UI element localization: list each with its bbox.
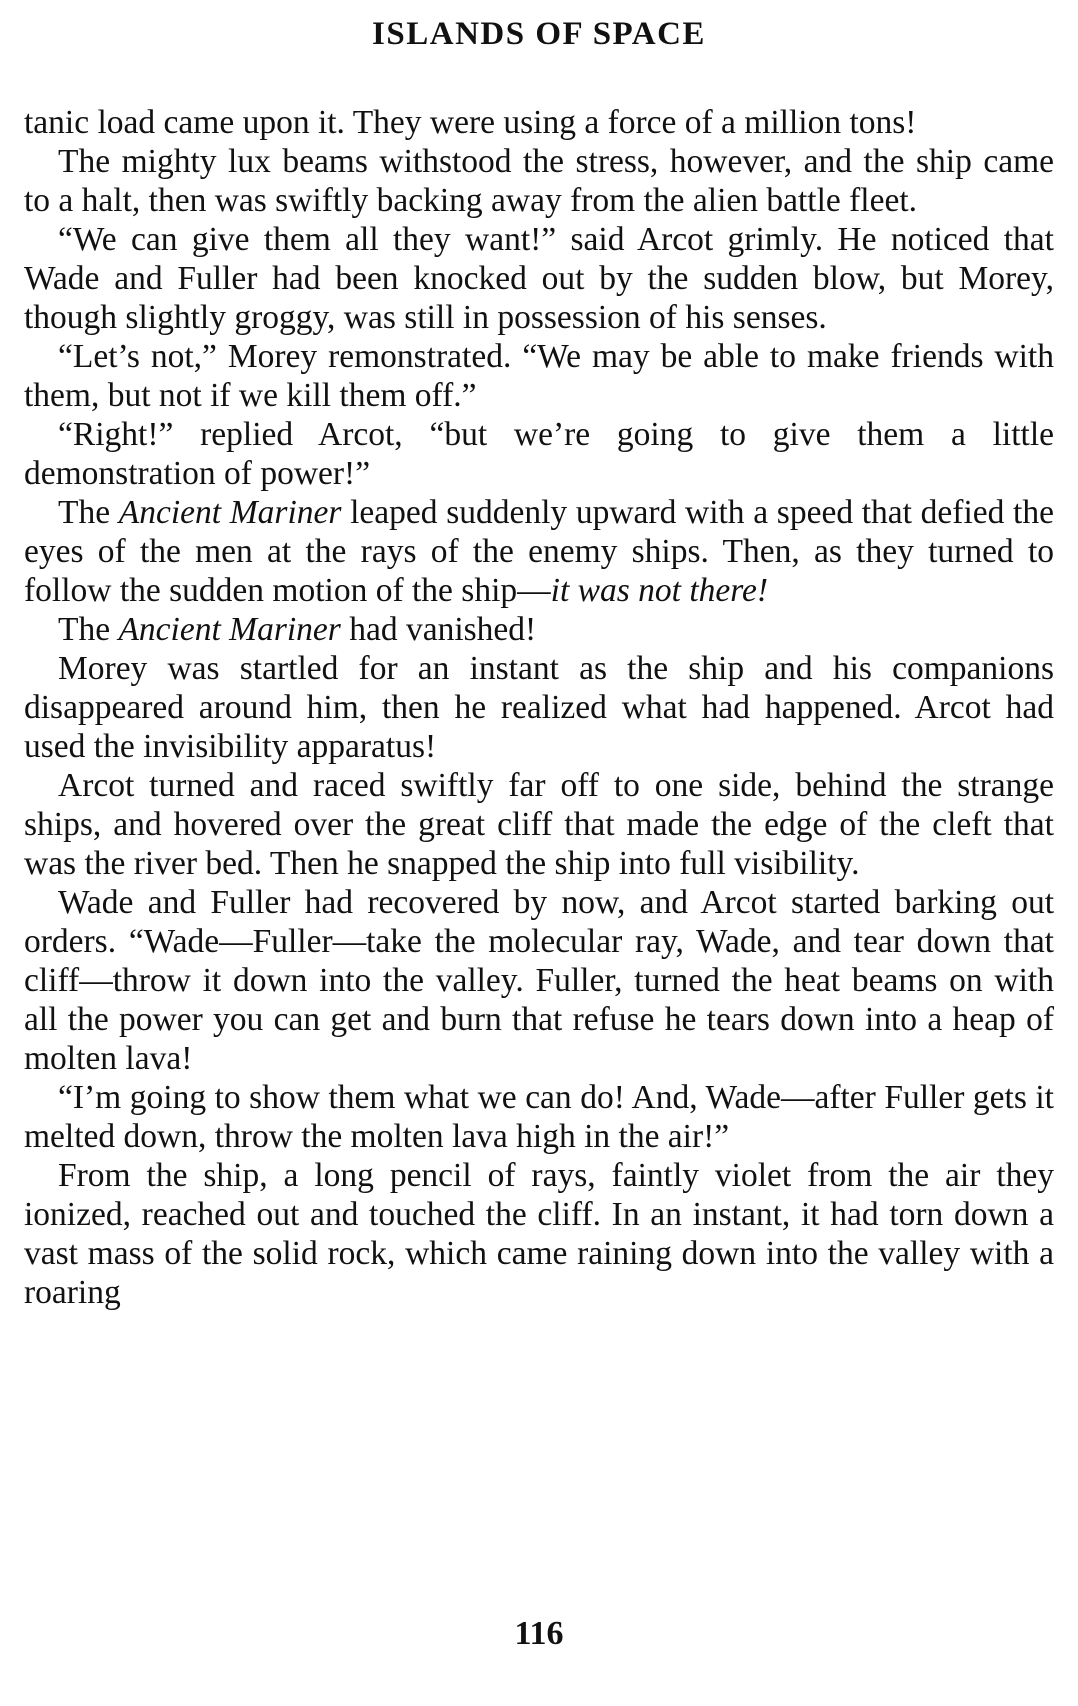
page-number: 116 bbox=[514, 1615, 564, 1652]
paragraph bbox=[24, 337, 1054, 415]
paragraph bbox=[24, 1078, 1054, 1156]
text-run: The bbox=[58, 494, 119, 531]
text-run: Morey was startled for an instant as the ship and his companions disappeared around him, then he realized what had happened. Arcot had used the invisibility apparatus! bbox=[24, 650, 1054, 765]
text-run: Arcot turned and raced swiftly far off to one side, behind the strange ships, and hovered over the great cliff that made the edge of the cleft that was the river bed. Then he snapped the ship into full visibility. bbox=[24, 767, 1054, 882]
text-run: The mighty lux beams withstood the stress, however, and the ship came to a halt, then was swiftly backing away from the alien battle fleet. bbox=[24, 143, 1054, 219]
text-run: had vanished! bbox=[340, 611, 537, 648]
text-run: “We can give them all they want!” said Arcot grimly. He noticed that Wade and Fuller had been knocked out by the sudden blow, but Morey, though slightly groggy, was still in possession of his senses. bbox=[24, 221, 1054, 336]
paragraph bbox=[24, 649, 1054, 766]
paragraph bbox=[24, 415, 1054, 493]
paragraph bbox=[24, 220, 1054, 337]
paragraph bbox=[24, 103, 1054, 142]
text-run: From the ship, a long pencil of rays, faintly violet from the air they ionized, reached out and touched the cliff. In an instant, it had torn down a vast mass of the solid rock, which came raining down into the valley with a roaring bbox=[24, 1157, 1054, 1311]
italic-text: it was not there! bbox=[550, 572, 769, 609]
running-title: ISLANDS OF SPACE bbox=[372, 16, 706, 52]
text-run: Wade and Fuller had recovered by now, and Arcot started barking out orders. “Wade—Fuller—take the molecular ray, Wade, and tear down that cliff—throw it down into the valley. Fuller, turned the heat beams on with all the power you can get and burn that refuse he tears down into a heap of molten lava! bbox=[24, 884, 1054, 1077]
italic-text: Ancient Mariner bbox=[118, 494, 342, 531]
text-run: “Right!” replied Arcot, “but we’re going to give them a little demonstration of power!” bbox=[24, 416, 1054, 492]
text-run: “I’m going to show them what we can do! And, Wade—after Fuller gets it melted down, throw the molten lava high in the air!” bbox=[24, 1079, 1054, 1155]
paragraph bbox=[24, 610, 1054, 649]
italic-text: Ancient Mariner bbox=[118, 611, 341, 648]
body-text bbox=[24, 103, 1054, 1312]
text-run: The bbox=[58, 611, 119, 648]
text-run: “Let’s not,” Morey remonstrated. “We may be able to make friends with them, but not if we kill them off.” bbox=[24, 338, 1054, 414]
paragraph bbox=[24, 142, 1054, 220]
text-run: tanic load came upon it. They were using a force of a million tons! bbox=[24, 104, 917, 141]
text-run: leaped suddenly upward with a speed that defied the eyes of the men at the rays of the enemy ships. Then, as they turned to follow the sudden motion of the ship— bbox=[24, 494, 1054, 609]
paragraph bbox=[24, 766, 1054, 883]
paragraph bbox=[24, 883, 1054, 1078]
paragraph bbox=[24, 493, 1054, 610]
paragraph bbox=[24, 1156, 1054, 1312]
